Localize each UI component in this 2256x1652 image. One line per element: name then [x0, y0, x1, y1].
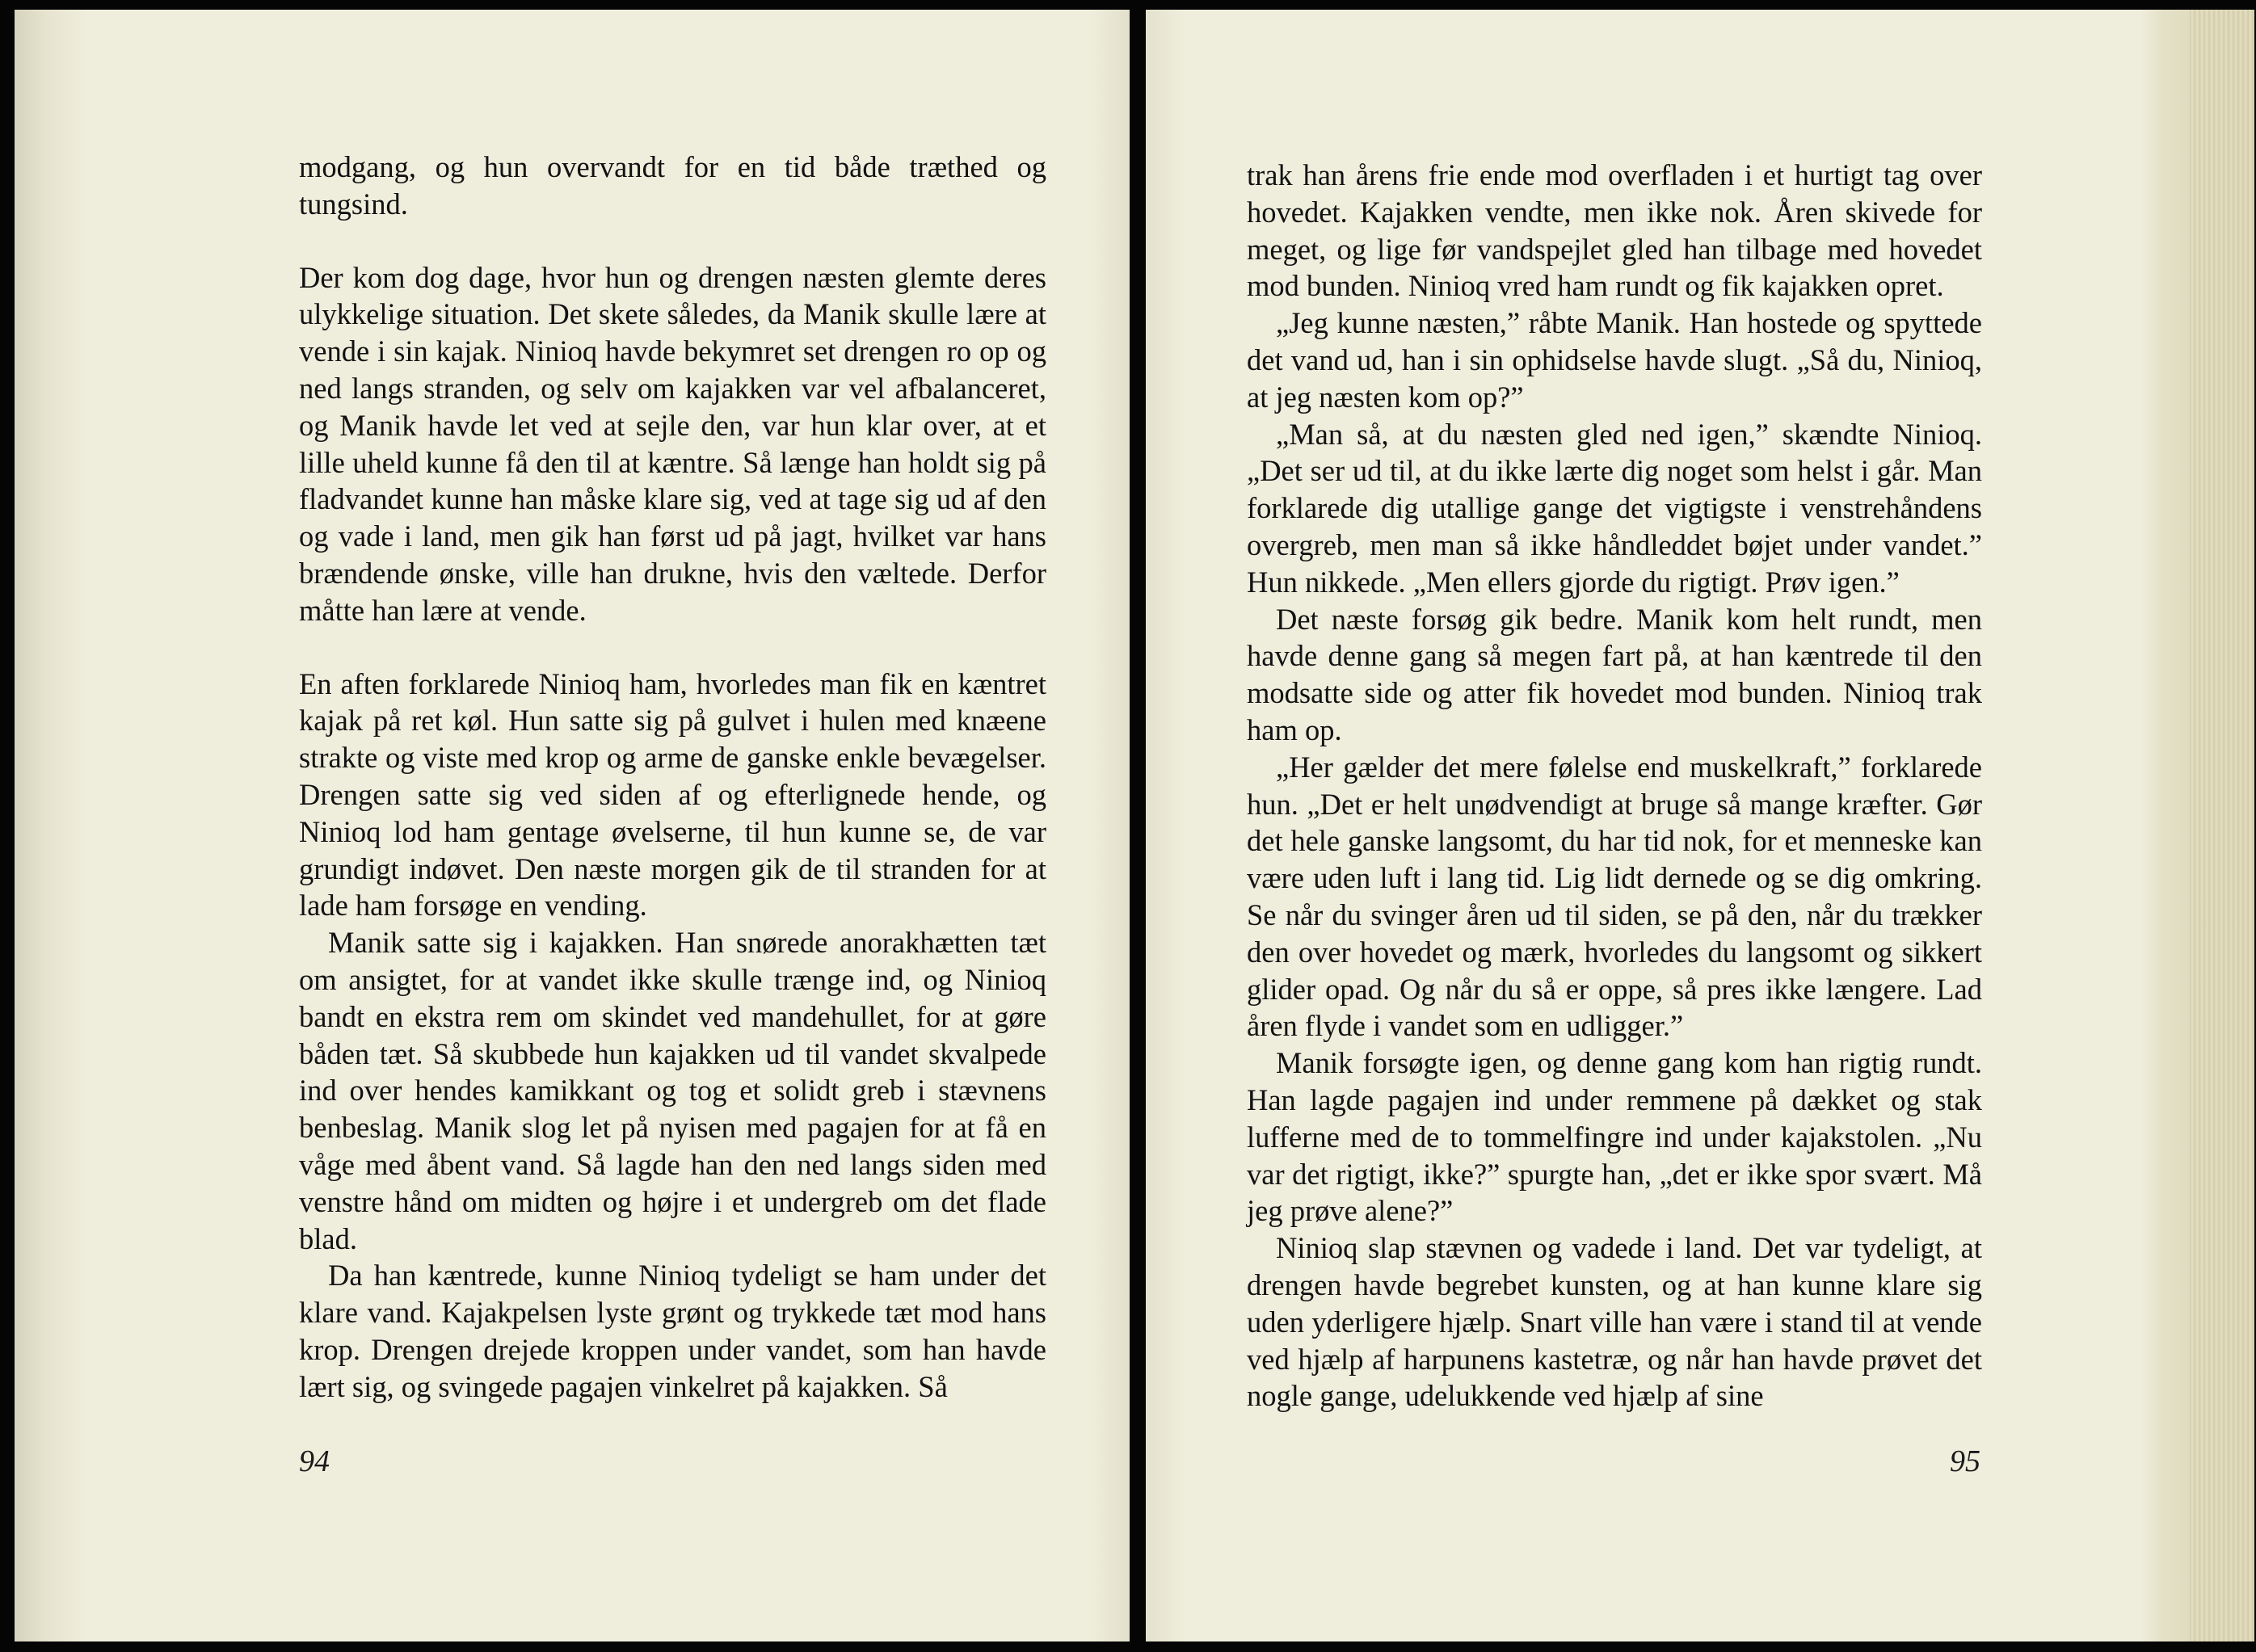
right-page	[1146, 10, 2254, 1641]
paragraph: „Man så, at du næsten gled ned igen,” skændte Ninioq. „Det ser ud til, at du ikke lærte dig noget som helst i går. Man forklarede dig utallige gange det vigtigste i venstrehåndens overgreb, men man så ikke håndleddet bøjet under vandet.” Hun nikkede. „Men ellers gjorde du rigtigt. Prøv igen.”	[1247, 417, 1982, 599]
paragraph: Det næste forsøg gik bedre. Manik kom helt rundt, men havde denne gang så megen fart på, at han kæntrede til den modsatte side og atter fik hovedet mod bunden. Ninioq trak ham op.	[1247, 602, 1982, 746]
paragraph: trak han årens frie ende mod overfladen i et hurtigt tag over hovedet. Kajakken vendte, men ikke nok. Åren skivede for meget, og lige før vandspejlet gled han tilbage med hovedet mod bunden. Ninioq vred ham rundt og fik kajakken opret.	[1247, 158, 1982, 303]
paragraph: Manik satte sig i kajakken. Han snørede anorakhætten tæt om ansigtet, for at vandet ikke skulle trænge ind, og Ninioq bandt en ekstra rem om skindet ved mandehullet, for at gøre båden tæt. Så skubbede hun kajakken ud til vandet skvalpede ind over hendes kamikkant og tog et solidt greb i stævnens benbeslag. Manik slog let på nyisen med pagajen for at få en våge med åbent vand. Så lagde han den ned langs siden med venstre hånd om midten og højre i et undergreb om det flade blad.	[299, 926, 1046, 1255]
page-number: 95	[1950, 1444, 1980, 1478]
paragraph: En aften forklarede Ninioq ham, hvorledes man fik en kæntret kajak på ret køl. Hun satte sig på gulvet i hulen med knæene strakte og viste med krop og arme de ganske enkle bevægelser. Drengen satte sig ved siden af og efterlignede hende, og Ninioq lod ham gentage øvelserne, til hun kunne se, de var grundigt indøvet. Den næste morgen gik de til stranden for at lade ham forsøge en vending.	[299, 666, 1046, 923]
paragraph: Ninioq slap stævnen og vadede i land. Det var tydeligt, at drengen havde begrebet kunsten, og at han kunne klare sig uden yderligere hjælp. Snart ville han være i stand til at vende ved hjælp af harpunens kastetræ, og når han havde prøvet det nogle gange, udelukkende ved hjælp af sine	[1247, 1231, 1982, 1413]
right-page-text	[1247, 157, 1982, 1414]
left-page	[15, 10, 1130, 1641]
paragraph: „Jeg kunne næsten,” råbte Manik. Han hostede og spyttede det vand ud, han i sin ophidselse havde slugt. „Så du, Ninioq, at jeg næsten kom op?”	[1247, 306, 1982, 414]
page-number: 94	[299, 1444, 330, 1478]
paragraph: Manik forsøgte igen, og denne gang kom han rigtig rundt. Han lagde pagajen ind under remmene på dækket og stak lufferne med de to tommelfingre ind under kajakstolen. „Nu var det rigtigt, ikke?” spurgte han, „det er ikke spor svært. Må jeg prøve alene?”	[1247, 1046, 1982, 1228]
paragraph: „Her gælder det mere følelse end muskelkraft,” forklarede hun. „Det er helt unødvendigt at bruge så mange kræfter. Gør det hele ganske langsomt, du har tid nok, for et menneske kan være uden luft i lang tid. Lig lidt dernede og se dig omkring. Se når du svinger åren ud til siden, se på den, når du trækker den over hovedet og mærk, hvorledes du langsomt og sikkert glider opad. Og når du så er oppe, så pres ikke længere. Lad åren flyde i vandet som en udligger.”	[1247, 750, 1982, 1043]
left-page-text	[299, 149, 1046, 1406]
paragraph: Da han kæntrede, kunne Ninioq tydeligt se ham under det klare vand. Kajakpelsen lyste grønt og trykkede tæt mod hans krop. Drengen drejede kroppen under vandet, som han havde lært sig, og svingede pagajen vinkelret på kajakken. Så	[299, 1259, 1046, 1403]
paragraph: modgang, og hun overvandt for en tid både træthed og tungsind.	[299, 150, 1046, 221]
paragraph: Der kom dog dage, hvor hun og drengen næsten glemte deres ulykkelige situation. Det skete således, da Manik skulle lære at vende i sin kajak. Ninioq havde bekymret set drengen ro op og ned langs stranden, og selv om kajakken var vel afbalanceret, og Manik havde let ved at sejle den, var hun klar over, at et lille uheld kunne få den til at kæntre. Så længe han holdt sig på fladvandet kunne han måske klare sig, ved at tage sig ud af den og vade i land, men gik han først ud på jagt, hvilket var hans brændende ønske, ville han drukne, hvis den væltede. Derfor måtte han lære at vende.	[299, 260, 1046, 627]
